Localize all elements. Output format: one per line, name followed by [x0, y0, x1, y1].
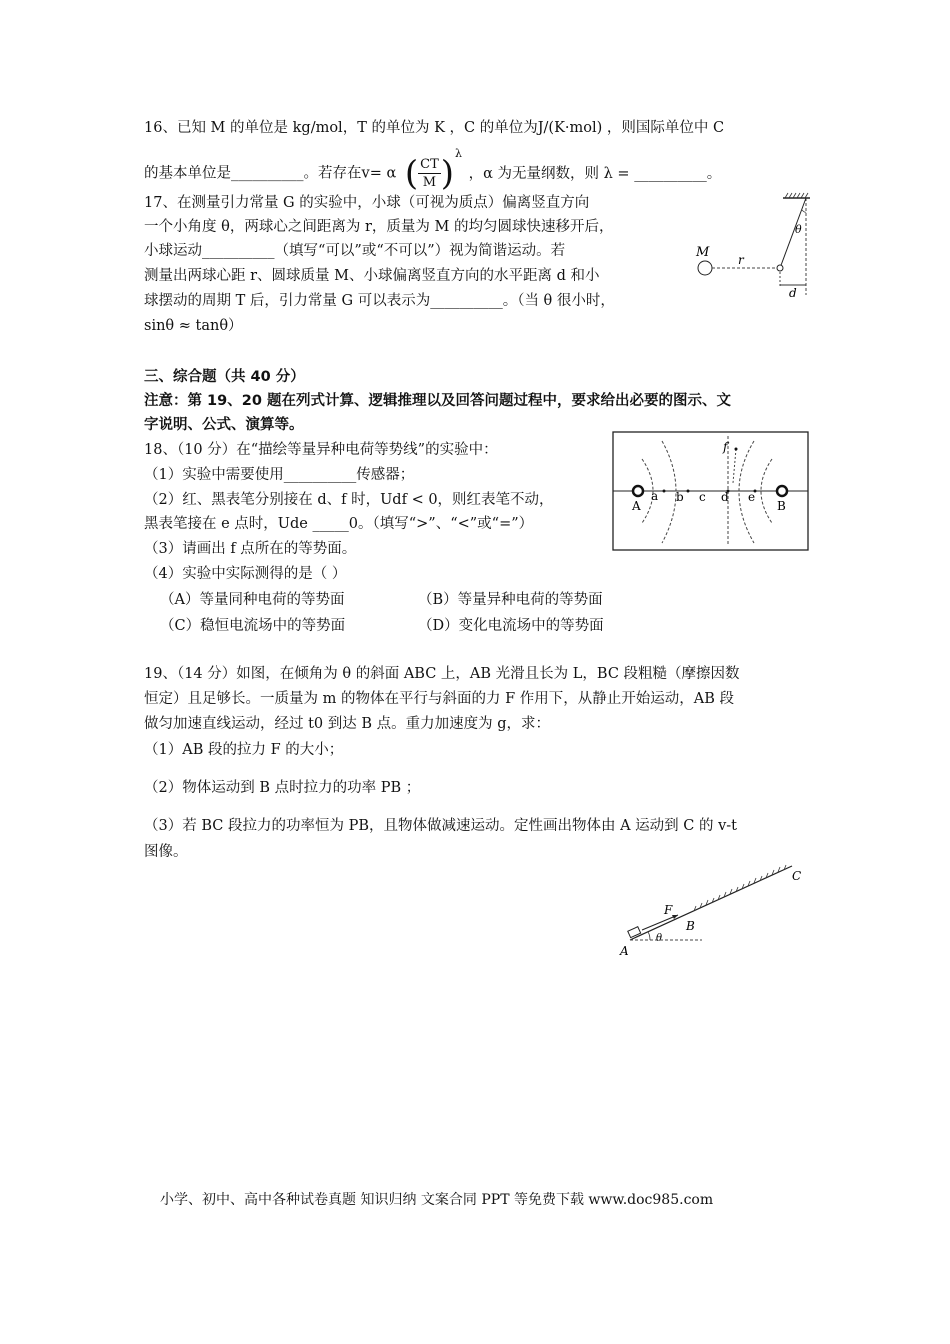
q16-line-2-left: 的基本单位是__________。若存在v= α: [144, 165, 397, 182]
q19-line-2: 恒定）且足够长。一质量为 m 的物体在平行与斜面的力 F 作用下，从静止开始运动，AB 段: [144, 691, 734, 707]
q16-exponent: λ: [455, 147, 463, 160]
equipotential-label-e: e: [748, 490, 756, 504]
incline-label-A: A: [620, 944, 629, 958]
equipotential-label-d: d: [721, 490, 729, 504]
q18-line-1: 18、（10 分）在“描绘等量异种电荷等势线”的实验中：: [144, 442, 498, 458]
q16-numerator: CT: [420, 157, 439, 172]
q18-line-2: （1）实验中需要使用__________传感器；: [144, 467, 415, 483]
equipotential-label-A: A: [632, 499, 641, 513]
incline-figure: [612, 860, 812, 960]
page-footer: 小学、初中、高中各种试卷真题 知识归纳 文案合同 PPT 等免费下载 www.doc985.com: [160, 1192, 714, 1208]
pendulum-label-theta: θ: [795, 223, 802, 236]
equipotential-figure: [612, 431, 812, 554]
equipotential-label-f: f: [723, 440, 728, 454]
equipotential-label-b: b: [676, 490, 684, 504]
pendulum-label-r: r: [738, 253, 744, 267]
q17-line-1: 17、在测量引力常量 G 的实验中，小球（可视为质点）偏离竖直方向: [144, 195, 590, 211]
q18-line-6: （4）实验中实际测得的是（ ）: [144, 566, 347, 582]
q19-line-1: 19、（14 分）如图，在倾角为 θ 的斜面 ABC 上，AB 光滑且长为 L，BC 段粗糙（摩擦因数: [144, 666, 740, 682]
q16-line-1: 16、已知 M 的单位是 kg/mol，T 的单位为 K ，C 的单位为J/(K·mol) ，则国际单位中 C: [144, 120, 725, 136]
q18-option-d: （D）变化电流场中的等势面: [418, 618, 604, 634]
q16-line-2: [144, 147, 722, 194]
q18-option-c: （C）稳恒电流场中的等势面: [160, 618, 346, 634]
q18-line-3: （2）红、黑表笔分别接在 d、f 时，Udf < 0，则红表笔不动，: [144, 492, 554, 508]
q19-line-4: （1）AB 段的拉力 F 的大小；: [144, 742, 344, 758]
equipotential-label-a: a: [651, 489, 659, 503]
q16-fraction: ( $\frac{CT}{M}$ ) λ: [405, 156, 454, 191]
q16-denominator: M: [422, 175, 437, 190]
q17-line-6: sinθ ≈ tanθ）: [144, 318, 243, 334]
incline-label-B: B: [686, 919, 695, 933]
section-3-title: 三、综合题（共 40 分）: [144, 369, 305, 385]
q19-line-6: （3）若 BC 段拉力的功率恒为 PB，且物体做减速运动。定性画出物体由 A 运动到 C 的 v-t: [144, 818, 738, 834]
q18-option-a: （A）等量同种电荷的等势面: [160, 592, 345, 608]
q17-line-5: 球摆动的周期 T 后，引力常量 G 可以表示为__________。（当 θ 很小时，: [144, 293, 615, 309]
pendulum-label-d: d: [789, 286, 797, 300]
q19-line-5: （2）物体运动到 B 点时拉力的功率 PB ；: [144, 780, 421, 796]
q18-line-5: （3）请画出 f 点所在的等势面。: [144, 541, 357, 557]
incline-label-F: F: [664, 903, 673, 917]
section-3-note-1: 注意：第 19、20 题在列式计算、逻辑推理以及回答问题过程中，要求给出必要的图示、文: [144, 393, 731, 409]
incline-label-theta: θ: [656, 933, 663, 944]
section-3-note-2: 字说明、公式、演算等。: [144, 417, 304, 433]
q19-line-3: 做匀加速直线运动，经过 t0 到达 B 点。重力加速度为 g，求：: [144, 716, 551, 732]
pendulum-label-M: M: [696, 245, 710, 260]
equipotential-label-B: B: [777, 499, 786, 513]
incline-label-C: C: [792, 869, 802, 883]
pendulum-figure: [688, 190, 813, 300]
q17-line-2: 一个小角度 θ，两球心之间距离为 r，质量为 M 的均匀圆球快速移开后，: [144, 219, 614, 235]
q16-line-2-right: ，α 为无量纲数，则 λ = __________。: [468, 165, 722, 182]
q18-line-4: 黑表笔接在 e 点时，Ude _____0。（填写“>”、“<”或“=”）: [144, 516, 534, 532]
q19-line-7: 图像。: [144, 844, 188, 860]
q18-option-b: （B）等量异种电荷的等势面: [418, 592, 603, 608]
q17-line-3: 小球运动__________（填写“可以”或“不可以”）视为简谐运动。若: [144, 243, 566, 259]
q17-line-4: 测量出两球心距 r、圆球质量 M、小球偏离竖直方向的水平距离 d 和小: [144, 268, 600, 284]
equipotential-label-c: c: [699, 490, 706, 504]
